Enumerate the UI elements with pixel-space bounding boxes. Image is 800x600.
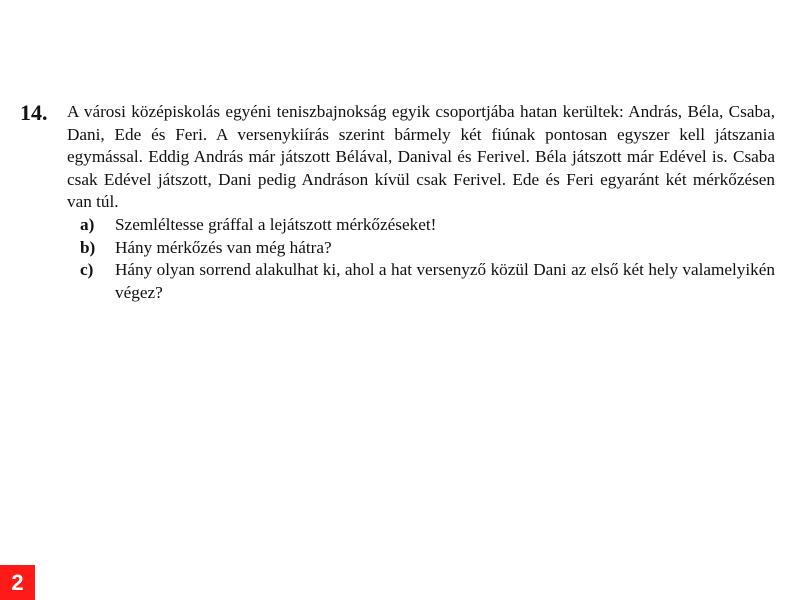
subquestion-text: Hány olyan sorrend alakulhat ki, ahol a hat versenyző közül Dani az első két hely valamelyikén végez? (115, 260, 775, 302)
problem-body (67, 101, 775, 304)
subquestion-b (67, 237, 775, 260)
subquestion-label: b) (80, 237, 96, 257)
problem-block (20, 101, 775, 304)
page-number-badge: 2 (0, 565, 35, 600)
problem-text: A városi középiskolás egyéni teniszbajnokság egyik csoportjába hatan kerültek: András, Béla, Csaba, Dani, Ede és Feri. A versenykiírás szerint bármely két fiúnak pontosan egyszer kell játszania egymással. Eddig András már játszott Bélával, Danival és Ferivel. Béla játszott már Edével is. Csaba csak Edével játszott, Dani pedig Andráson kívül csak Ferivel. Ede és Feri egyaránt két mérkőzésen van túl. (67, 102, 775, 212)
subquestion-list (67, 214, 775, 304)
subquestion-text: Szemléltesse gráffal a lejátszott mérkőzéseket! (115, 214, 437, 234)
subquestion-a (67, 214, 775, 237)
subquestion-label: c) (80, 260, 94, 280)
subquestion-text: Hány mérkőzés van még hátra? (115, 237, 332, 257)
subquestion-c (67, 259, 775, 304)
problem-number: 14. (20, 100, 48, 125)
subquestion-label: a) (80, 214, 95, 234)
